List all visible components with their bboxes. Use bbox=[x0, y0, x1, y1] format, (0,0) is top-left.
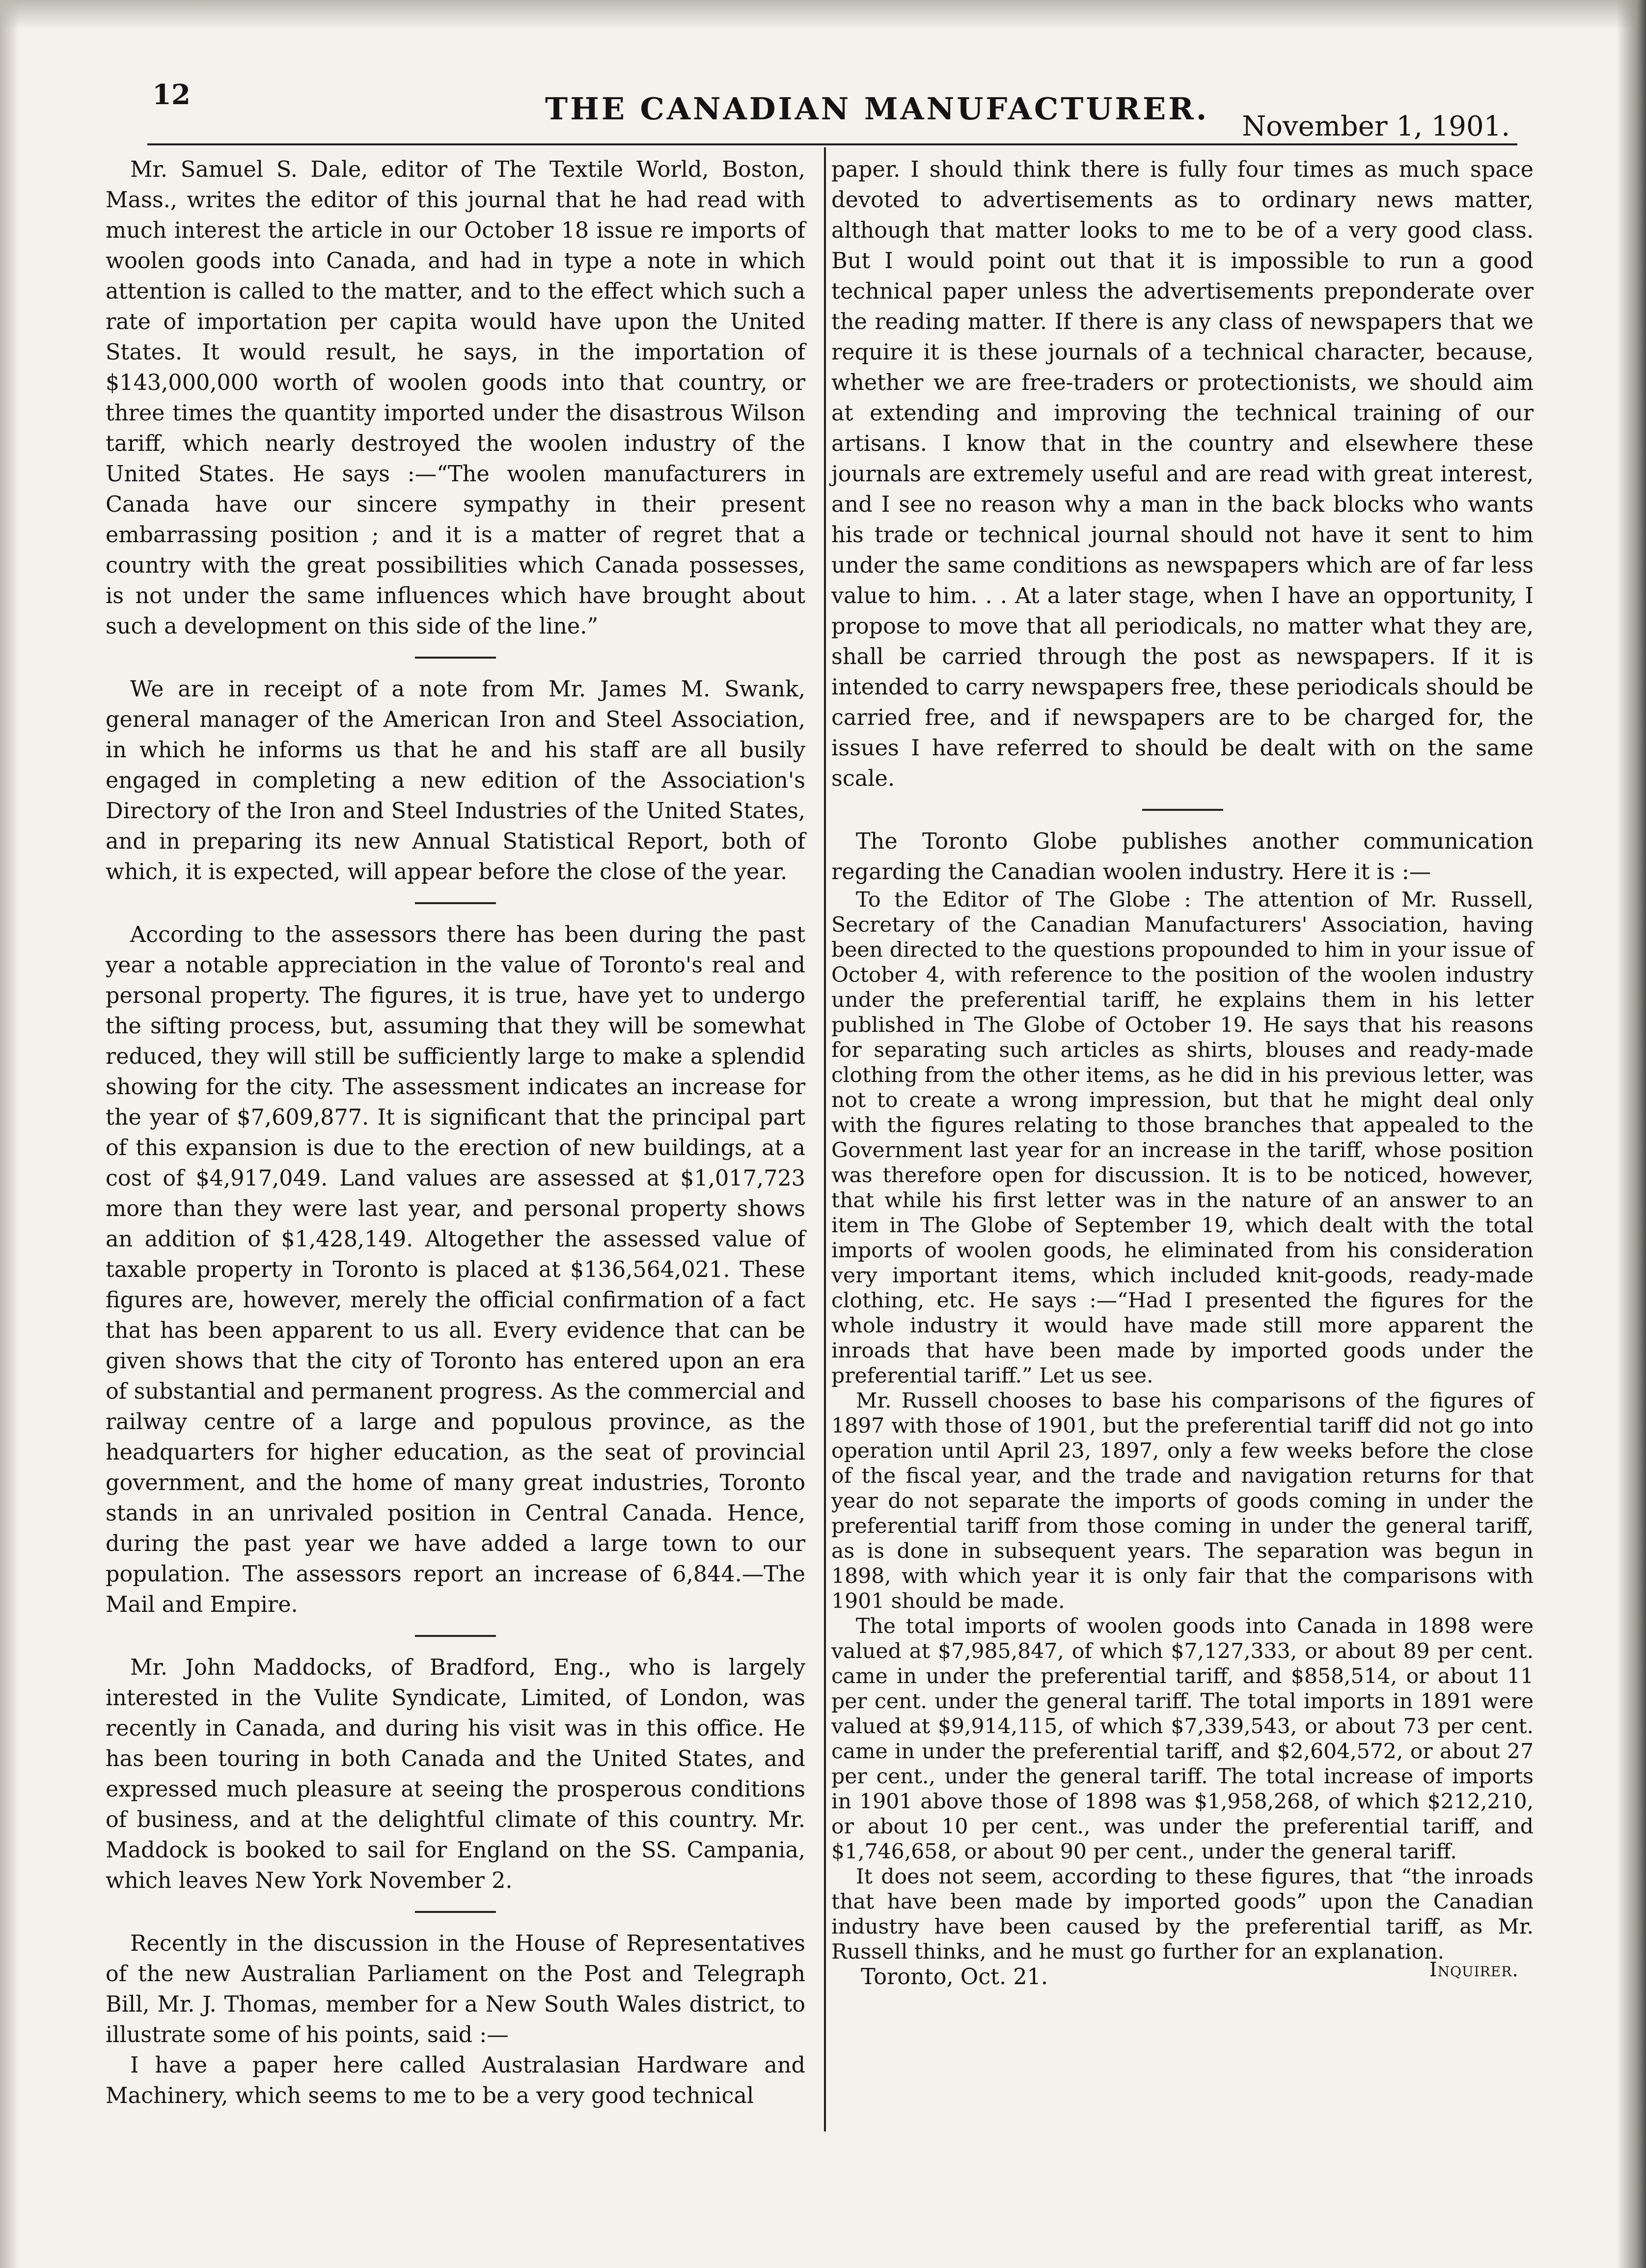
page-header bbox=[147, 74, 1517, 142]
page-number: 12 bbox=[152, 79, 191, 111]
section-divider bbox=[1142, 809, 1223, 811]
globe-intro: The Toronto Globe publishes another communication regarding the Canadian woolen industry. Here it is :— bbox=[831, 829, 1534, 885]
section-divider bbox=[415, 657, 496, 659]
letter-signoff bbox=[831, 1959, 1534, 1999]
letter-paragraph: Mr. Russell chooses to base his comparisons of the figures of 1897 with those of 1901, but the preferential tariff did not go into operation until April 23, 1897, only a few weeks before the close of the fiscal year, and the trade and navigation returns for that year do not separate the imports of goods coming in under the preferential tariff from those coming in under the general tariff, as is done in subsequent years. The separation was begun in 1898, with which year it is only fair that the comparisons with 1901 should be made. bbox=[831, 1389, 1534, 1613]
left-column bbox=[106, 155, 805, 2111]
dale-article: Mr. Samuel S. Dale, editor of The Textile World, Boston, Mass., writes the editor of this journal that he had read with much interest the article in our October 18 issue re imports of woolen goods into Canada, and had in type a note in which attention is called to the matter, and to the effect which such a rate of importation per capita would have upon the United States. It would result, he says, in the importation of $143,000,000 worth of woolen goods into that country, or three times the quantity imported under the disastrous Wilson tariff, which nearly destroyed the woolen industry of the United States. He says :—“The woolen manufacturers in Canada have our sincere sympathy in their present embarrassing position ; and it is a matter of regret that a country with the great possibilities which Canada possesses, is not under the same influences which have brought about such a development on this side of the line.” bbox=[106, 157, 805, 639]
journal-title: THE CANADIAN MANUFACTURER. bbox=[545, 91, 1209, 127]
scan-shadow-right bbox=[1617, 0, 1646, 2268]
maddocks-article: Mr. John Maddocks, of Bradford, Eng., who is largely interested in the Vulite Syndicate, Limited, of London, was recently in Canada, and during his visit was in this office. He has been touring in both Canada and the United States, and expressed much pleasure at seeing the prosperous conditions of business, and at the delightful climate of this country. Mr. Maddock is booked to sail for England on the SS. Campania, which leaves New York November 2. bbox=[106, 1655, 805, 1893]
quoted-speech-start: I have a paper here called Australasian Hardware and Machinery, which seems to me to be a very good technical bbox=[106, 2053, 805, 2108]
section-divider bbox=[415, 1635, 496, 1637]
letter-paragraph: The total imports of woolen goods into Canada in 1898 were valued at $7,985,847, of which $7,127,333, or about 89 per cent. came in under the preferential tariff, and $858,514, or about 11 per cent. under the general tariff. The total imports in 1891 were valued at $9,914,115, of which $7,339,543, or about 73 per cent. came in under the preferential tariff, and $2,604,572, or about 27 per cent., under the general tariff. The total increase of imports in 1901 above those of 1898 was $1,958,268, of which $212,210, or about 10 per cent., was under the preferential tariff, and $1,746,658, or about 90 per cent., under the general tariff. bbox=[831, 1614, 1534, 1864]
column-rule bbox=[824, 147, 826, 2131]
issue-date: November 1, 1901. bbox=[1242, 111, 1510, 142]
section-divider bbox=[415, 902, 496, 904]
australian-parliament-article: Recently in the discussion in the House of Representatives of the new Australian Parliament on the Post and Telegraph Bill, Mr. J. Thomas, member for a New South Wales district, to illustrate some of his points, said :— bbox=[106, 1931, 805, 2047]
quoted-speech-continued: paper. I should think there is fully four times as much space devoted to advertisements as to ordinary news matter, although that matter looks to me to be of a very good class. But I would point out that it is impossible to run a good technical paper unless the advertisements preponderate over the reading matter. If there is any class of newspapers that we require it is these journals of a technical character, because, whether we are free-traders or protectionists, we should aim at extending and improving the technical training of our artisans. I know that in the country and elsewhere these journals are extremely useful and are read with great interest, and I see no reason why a man in the back blocks who wants his trade or technical journal should not have it sent to him under the same conditions as newspapers which are of far less value to him. . . At a later stage, when I have an opportunity, I propose to move that all periodicals, no matter what they are, shall be carried through the post as newspapers. If it is intended to carry newspapers free, these periodicals should be carried free, and if newspapers are to be charged for, the issues I have referred to should be dealt with on the same scale. bbox=[831, 157, 1534, 791]
toronto-assessment-article: According to the assessors there has been during the past year a notable appreciation in the value of Toronto's real and personal property. The figures, it is true, have yet to undergo the sifting process, but, assuming that they will be somewhat reduced, they will still be sufficiently large to make a splendid showing for the city. The assessment indicates an increase for the year of $7,609,877. It is significant that the principal part of this expansion is due to the erection of new buildings, at a cost of $4,917,049. Land values are assessed at $1,017,723 more than they were last year, and personal property shows an addition of $1,428,149. Altogether the assessed value of taxable property in Toronto is placed at $136,564,021. These figures are, however, merely the official confirmation of a fact that has been apparent to us all. Every evidence that can be given shows that the city of Toronto has entered upon an era of substantial and permanent progress. As the commercial and railway centre of a large and populous province, as the headquarters for higher education, as the seat of provincial government, and the home of many great industries, Toronto stands in an unrivaled position in Central Canada. Hence, during the past year we have added a large town to our population. The assessors report an increase of 6,844.—The Mail and Empire. bbox=[106, 922, 805, 1617]
letter-place-date: Toronto, Oct. 21. bbox=[861, 1964, 1048, 1990]
section-divider bbox=[415, 1911, 496, 1913]
right-column bbox=[831, 155, 1534, 1999]
scan-shadow-left bbox=[0, 0, 20, 2268]
letter-paragraph: To the Editor of The Globe : The attention of Mr. Russell, Secretary of the Canadian Manufacturers' Association, having been directed to the questions propounded to him in your issue of October 4, with reference to the position of the woolen industry under the preferential tariff, he explains them in his letter published in The Globe of October 19. He says that his reasons for separating such articles as shirts, blouses and ready-made clothing from the other items, as he did in his previous letter, was not to create a wrong impression, but that he might deal only with the figures relating to those branches that appealed to the Government last year for an increase in the tariff, whose position was therefore open for discussion. It is to be noticed, however, that while his first letter was in the nature of an answer to an item in The Globe of September 19, which dealt with the total imports of woolen goods, he eliminated from his consideration very important items, which included knit-goods, ready-made clothing, etc. He says :—“Had I presented the figures for the whole industry it would have made still more apparent the inroads that have been made by imported goods under the preferential tariff.” Let us see. bbox=[831, 888, 1534, 1388]
letter-signature: Inquirer. bbox=[1429, 1959, 1519, 1981]
scan-shadow-top bbox=[0, 0, 1646, 29]
letter-paragraph: It does not seem, according to these figures, that “the inroads that have been made by imported goods” upon the Canadian industry have been caused by the preferential tariff, as Mr. Russell thinks, and he must go further for an explanation. bbox=[831, 1865, 1534, 1964]
swank-article: We are in receipt of a note from Mr. James M. Swank, general manager of the American Iron and Steel Association, in which he informs us that he and his staff are all busily engaged in completing a new edition of the Association's Directory of the Iron and Steel Industries of the United States, and in preparing its new Annual Statistical Report, both of which, it is expected, will appear before the close of the year. bbox=[106, 677, 805, 885]
header-rule bbox=[147, 143, 1517, 145]
